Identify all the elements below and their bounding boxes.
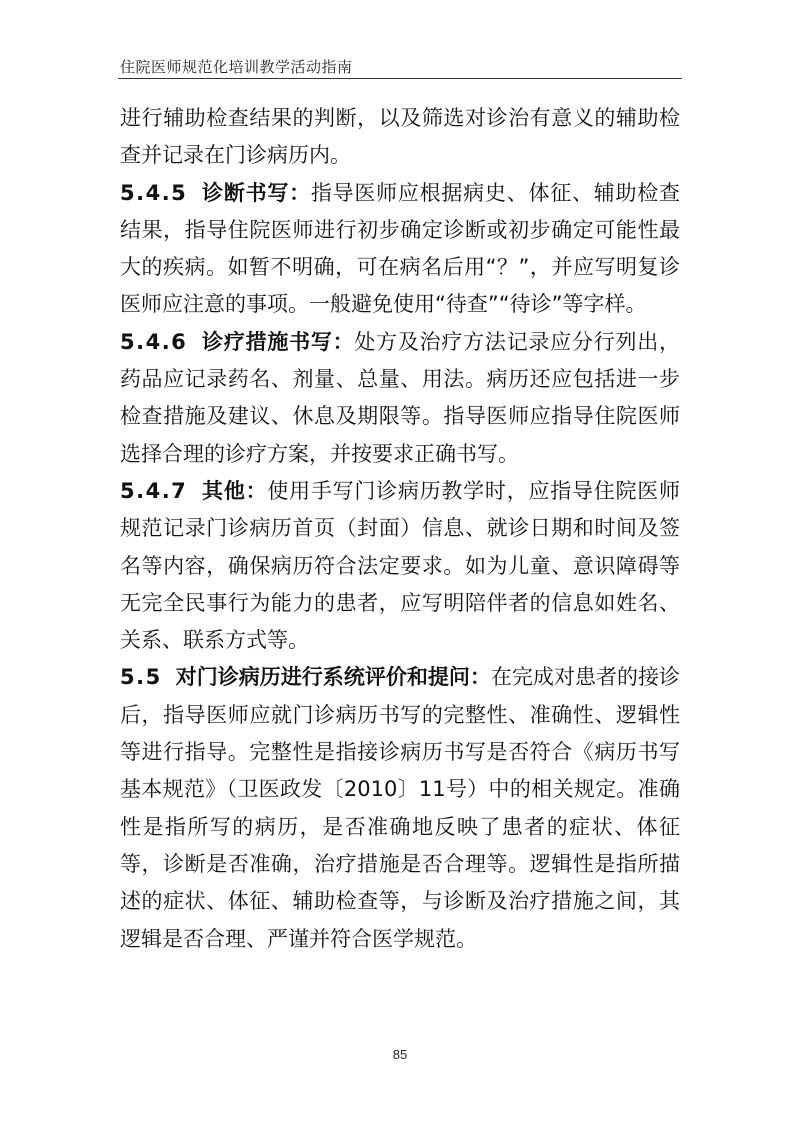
paragraph-text: 处方及治疗方法记录应分行列出，药品应记录药名、剂量、总量、用法。病历还应包括进一步检查措施及建议、休息及期限等。指导医师应指导住院医师选择合理的诊疗方案，并按要求正确书写。 xyxy=(120,329,681,466)
section-title: 对门诊病历进行系统评价和提问： xyxy=(175,665,491,690)
paragraph-5-4-6 xyxy=(120,324,680,473)
paragraph-text: 指导医师应根据病史、体征、辅助检查结果，指导住院医师进行初步确定诊断或初步确定可能性最大的疾病。如暂不明确，可在病名后用“？”，并应写明复诊医师应注意的事项。一般避免使用“待查”“待诊”等字样。 xyxy=(120,180,681,317)
section-title: 诊断书写： xyxy=(201,180,311,205)
paragraph-5-4-7 xyxy=(120,473,680,659)
paragraph-text: 使用手写门诊病历教学时，应指导住院医师规范记录门诊病历首页（封面）信息、就诊日期和时间及签名等内容，确保病历符合法定要求。如为儿童、意识障碍等无完全民事行为能力的患者，应写明陪伴者的信息如姓名、关系、联系方式等。 xyxy=(120,478,681,653)
running-header: 住院医师规范化培训教学活动指南 xyxy=(120,58,353,76)
paragraph-text: 进行辅助检查结果的判断，以及筛选对诊治有意义的辅助检查并记录在门诊病历内。 xyxy=(120,106,680,168)
section-title: 诊疗措施书写： xyxy=(201,329,355,354)
section-number: 5.4.7 xyxy=(120,478,188,503)
section-number: 5.5 xyxy=(120,665,162,690)
body-text xyxy=(120,100,680,958)
paragraph-continuation xyxy=(120,100,680,175)
section-number: 5.4.5 xyxy=(120,180,188,205)
paragraph-5-4-5 xyxy=(120,175,680,324)
paragraph-text: 在完成对患者的接诊后，指导医师应就门诊病历书写的完整性、准确性、逻辑性等进行指导。完整性是指接诊病历书写是否符合《病历书写基本规范》（卫医政发〔2010〕11号）中的相关规定。准确性是指所写的病历，是否准确地反映了患者的症状、体征等，诊断是否准确，治疗措施是否合理等。逻辑性是指所描述的症状、体征、辅助检查等，与诊断及治疗措施之间，其逻辑是否合理、严谨并符合医学规范。 xyxy=(120,665,681,951)
section-number: 5.4.6 xyxy=(120,329,188,354)
page-number: 85 xyxy=(392,1047,408,1062)
header-rule xyxy=(118,78,682,79)
section-title: 其他： xyxy=(201,478,268,503)
paragraph-5-5 xyxy=(120,659,680,957)
